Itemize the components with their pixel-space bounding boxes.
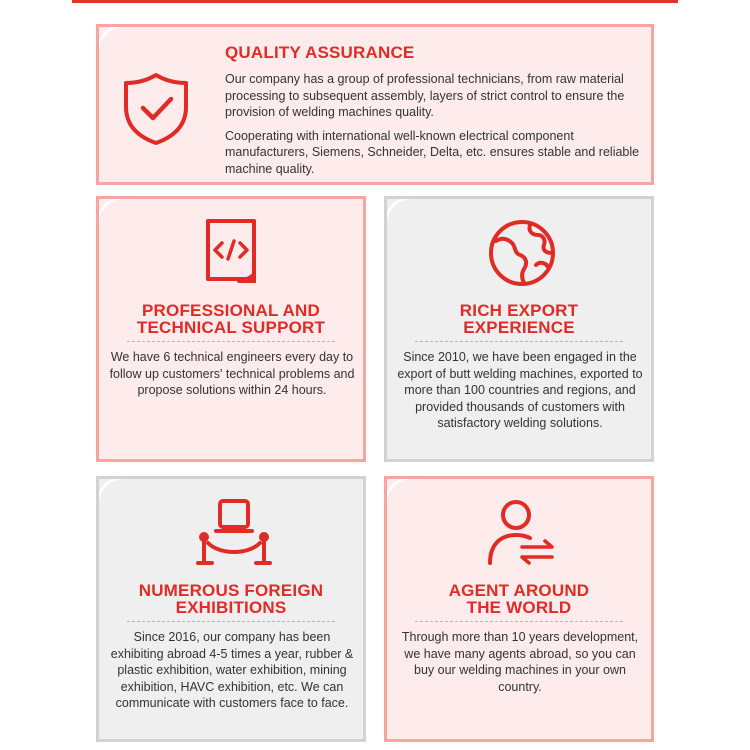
foreign-exhibitions-title: [99, 582, 363, 616]
export-experience-title-line2: EXPERIENCE: [463, 318, 575, 337]
technical-support-card: [96, 196, 366, 462]
shield-check-icon: [121, 71, 191, 146]
divider: [415, 621, 623, 622]
quality-paragraph-2: Cooperating with international well-known electrical component manufacturers, Siemens, Schneider, Delta, etc. ensures stable and reliable machine quality.: [225, 128, 640, 176]
export-experience-title: [387, 302, 651, 336]
agent-around-world-title-line2: THE WORLD: [466, 598, 572, 617]
top-accent-bar: [72, 0, 678, 3]
code-document-icon: [194, 217, 274, 289]
quality-title: QUALITY ASSURANCE: [225, 43, 415, 62]
divider: [127, 621, 335, 622]
divider: [127, 341, 335, 342]
quality-paragraph-1: Our company has a group of professional technicians, from raw material processing to subsequent assembly, layers of strict control to ensure the provision of welding machines quality.: [225, 72, 625, 119]
technical-support-title: [99, 302, 363, 336]
exhibition-booth-icon: [194, 497, 274, 569]
export-experience-card: [384, 196, 654, 462]
technical-support-text: We have 6 technical engineers every day to follow up customers' technical problems and propose solutions within 24 hours.: [109, 350, 355, 397]
export-experience-text: Since 2010, we have been engaged in the export of butt welding machines, exported to more than 100 countries and regions, and provided thousands of customers with satisfactory welding solutions.: [397, 350, 643, 430]
globe-icon: [482, 217, 562, 289]
foreign-exhibitions-card: [96, 476, 366, 742]
export-experience-title-line1: RICH EXPORT: [459, 301, 579, 320]
agent-around-world-text: Through more than 10 years development, we have many agents abroad, so you can buy our welding machines in your own country.: [401, 630, 639, 694]
foreign-exhibitions-text: Since 2016, our company has been exhibiting abroad 4-5 times a year, rubber & plastic exhibition, water exhibition, mining exhibition, HAVC exhibition, etc. We can communicate with customers face to face.: [110, 630, 354, 710]
quality-assurance-card: [96, 24, 654, 185]
technical-support-title-line1: PROFESSIONAL AND: [142, 301, 320, 320]
agent-exchange-icon: [482, 497, 562, 569]
foreign-exhibitions-title-line2: EXHIBITIONS: [175, 598, 287, 617]
foreign-exhibitions-title-line1: NUMEROUS FOREIGN: [138, 581, 324, 600]
divider: [415, 341, 623, 342]
agent-around-world-title: [387, 582, 651, 616]
agent-around-world-title-line1: AGENT AROUND: [448, 581, 590, 600]
quality-text: [225, 71, 641, 184]
agent-around-world-card: [384, 476, 654, 742]
technical-support-title-line2: TECHNICAL SUPPORT: [136, 318, 326, 337]
